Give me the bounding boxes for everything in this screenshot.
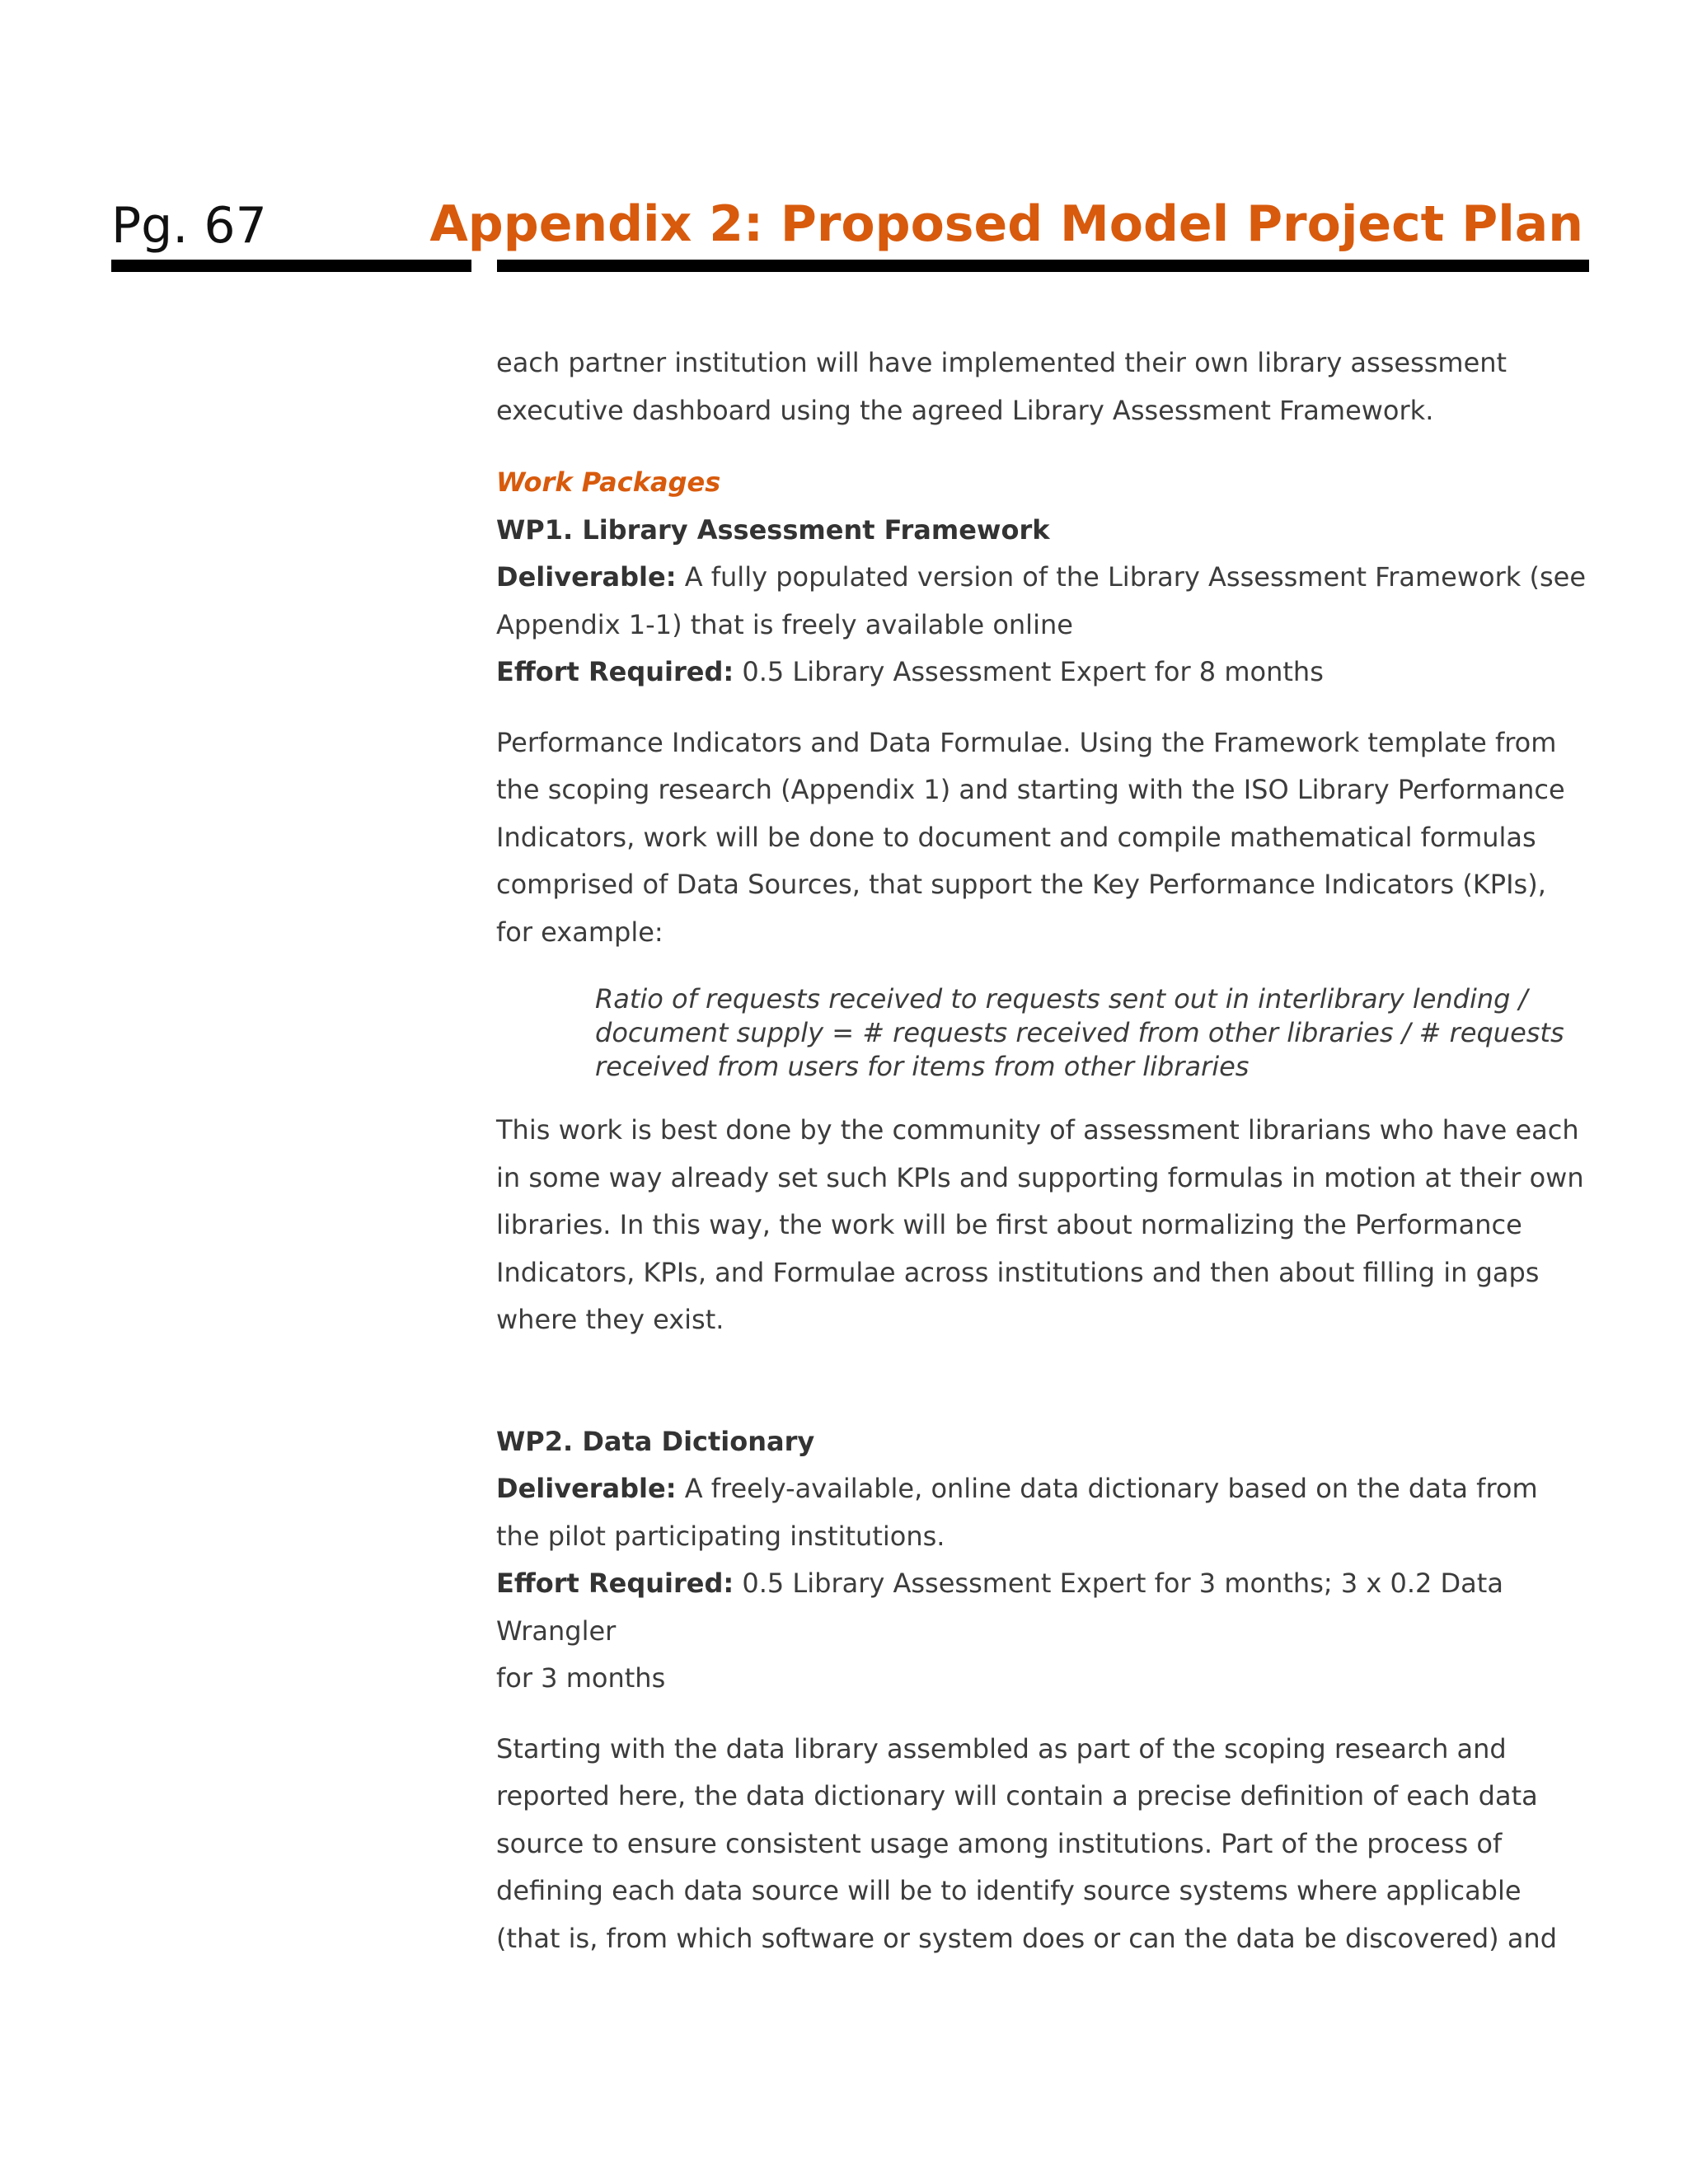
deliverable-label: Deliverable:: [496, 1473, 677, 1504]
wp1-deliverable: Deliverable: A fully populated version of the Library Assessment Framework (see Appendix 1-1) that is freely available online: [496, 561, 1586, 640]
header-rule-right: [497, 260, 1589, 272]
page-body: [496, 340, 1592, 1962]
effort-label: Effort Required:: [496, 656, 734, 687]
wp2-paragraph-1: Starting with the data library assembled as part of the scoping research and reported here, the data dictionary will contain a precise definition of each data source to ensure consistent usage among institutions. Part of the process of defining each data source will be to identify source systems where applicable (that is, from which software or system does or can the data be discovered) and: [496, 1732, 1558, 1954]
chapter-title: Appendix 2: Proposed Model Project Plan: [429, 195, 1583, 253]
wp1-paragraph-2: This work is best done by the community of assessment librarians who have each in some way already set such KPIs and supporting formulas in motion at their own libraries. In this way, the work will be first about normalizing the Performance Indicators, KPIs, and Formulae across institutions and then about filling in gaps where they exist.: [496, 1114, 1584, 1335]
wp2-deliverable: Deliverable: A freely-available, online data dictionary based on the data from the pilot participating institutions.: [496, 1473, 1538, 1552]
wp1-title: WP1. Library Assessment Framework: [496, 513, 1050, 546]
wp1-effort: Effort Required: 0.5 Library Assessment Expert for 8 months: [496, 656, 1324, 687]
wp2-title: WP2. Data Dictionary: [496, 1425, 815, 1457]
header-rule-left: [111, 260, 471, 272]
formula-quote: Ratio of requests received to requests sent out in interlibrary lending / document supply = # requests received from other libraries / # requests received from users for items from other libraries: [595, 983, 1564, 1082]
wp2-effort: Effort Required: 0.5 Library Assessment Expert for 3 months; 3 x 0.2 Data Wrangler for 3 months: [496, 1568, 1503, 1694]
wp1-paragraph-1: Performance Indicators and Data Formulae. Using the Framework template from the scoping research (Appendix 1) and starting with the ISO Library Performance Indicators, work will be done to document and compile mathematical formulas comprised of Data Sources, that support the Key Performance Indicators (KPIs), for example:: [496, 726, 1565, 948]
page-number: Pg. 67: [111, 197, 267, 255]
deliverable-label: Deliverable:: [496, 561, 677, 593]
section-heading-work-packages: Work Packages: [496, 466, 721, 498]
effort-label: Effort Required:: [496, 1568, 734, 1599]
intro-paragraph: each partner institution will have implemented their own library assessment executive dashboard using the agreed Library Assessment Framework.: [496, 347, 1507, 426]
